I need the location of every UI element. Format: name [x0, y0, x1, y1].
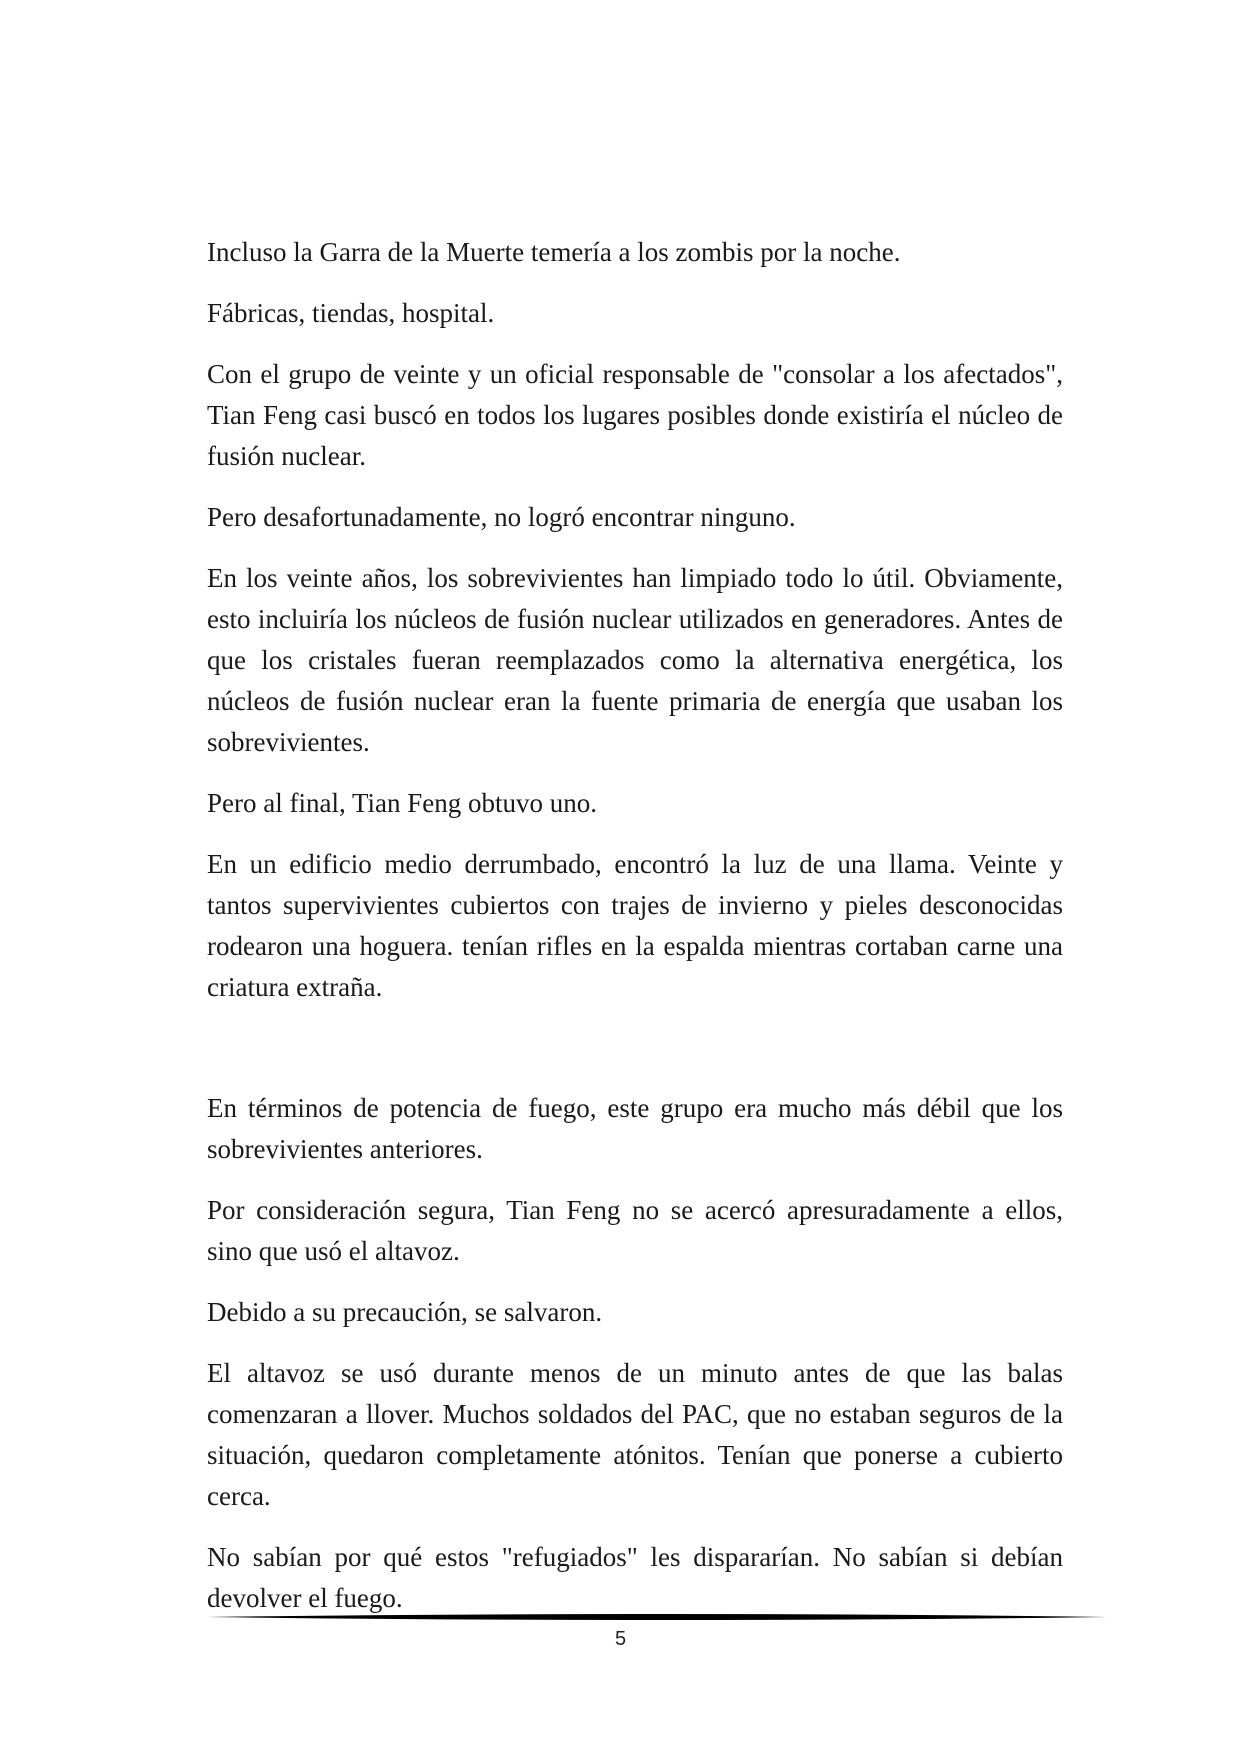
paragraph: Con el grupo de veinte y un oficial responsable de "consolar a los afectados", Tian Feng casi buscó en todos los lugares posibles donde existiría el núcleo de fusión nuclear.: [207, 359, 1063, 471]
paragraph: Fábricas, tiendas, hospital.: [207, 298, 495, 328]
footer-divider: [207, 1611, 1107, 1623]
paragraph: No sabían por qué estos "refugiados" les dispararían. No sabían si debían devolver el fuego.: [207, 1542, 1063, 1613]
section-gap: [207, 1028, 1063, 1088]
paragraph: Por consideración segura, Tian Feng no se acercó apresuradamente a ellos, sino que usó el altavoz.: [207, 1195, 1063, 1266]
paragraph: En un edificio medio derrumbado, encontró la luz de una llama. Veinte y tantos supervivientes cubiertos con trajes de invierno y pieles desconocidas rodearon una hoguera. tenían rifles en la espalda mientras cortaban carne una criatura extraña.: [207, 849, 1063, 1002]
page-number: 5: [614, 1628, 627, 1650]
paragraph: En términos de potencia de fuego, este grupo era mucho más débil que los sobrevivientes anteriores.: [207, 1093, 1063, 1164]
paragraph: El altavoz se usó durante menos de un minuto antes de que las balas comenzaran a llover. Muchos soldados del PAC, que no estaban seguros de la situación, quedaron completamente atónitos. Tenían que ponerse a cubierto cerca.: [207, 1358, 1063, 1511]
paragraph: Debido a su precaución, se salvaron.: [207, 1297, 603, 1327]
paragraph: Incluso la Garra de la Muerte temería a los zombis por la noche.: [207, 237, 901, 267]
paragraph: Pero al final, Tian Feng obtuvo uno.: [207, 788, 597, 818]
body-text: [207, 232, 1063, 1639]
paragraph: Pero desafortunadamente, no logró encontrar ninguno.: [207, 502, 796, 532]
paragraph: En los veinte años, los sobrevivientes han limpiado todo lo útil. Obviamente, esto incluiría los núcleos de fusión nuclear utilizados en generadores. Antes de que los cristales fueran reemplazados como la alternativa energética, los núcleos de fusión nuclear eran la fuente primaria de energía que usaban los sobrevivientes.: [207, 563, 1063, 757]
